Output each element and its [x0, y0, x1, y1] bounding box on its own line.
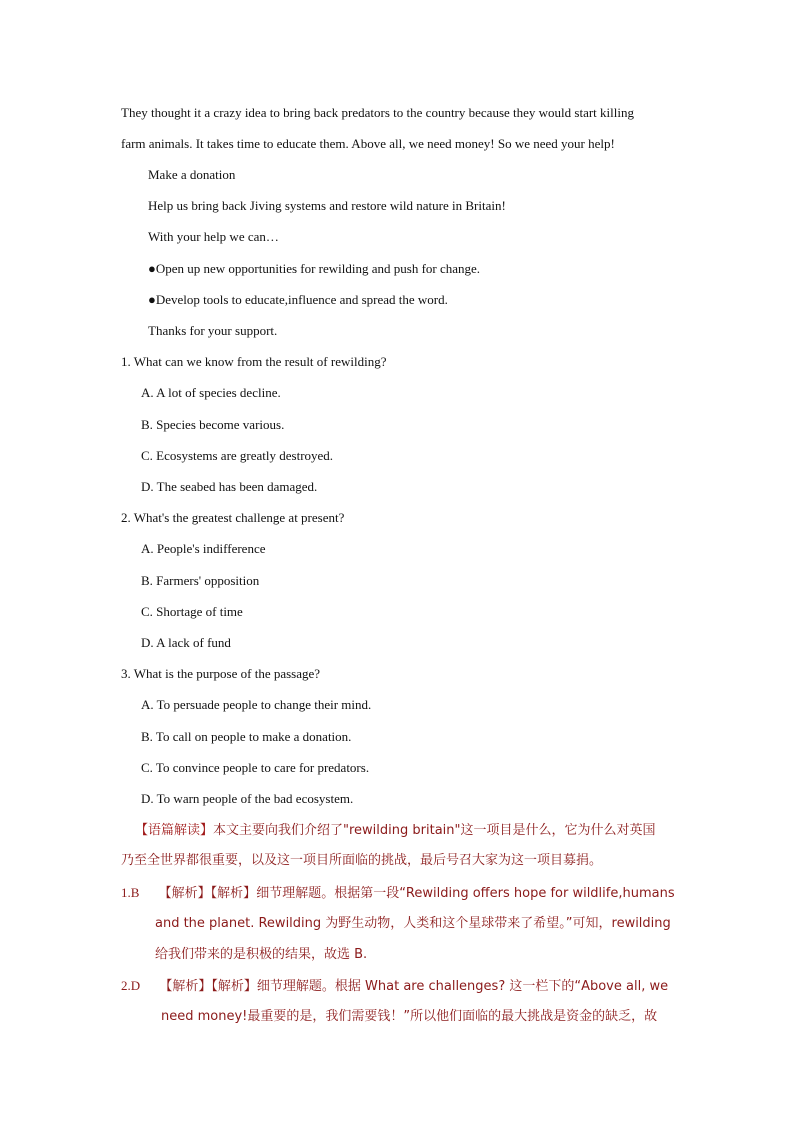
- donate-heading: Make a donation: [148, 167, 236, 182]
- answer-explanation-line: [121, 885, 675, 902]
- answer-option: A. A lot of species decline.: [141, 385, 281, 400]
- answer-option: D. To warn people of the bad ecosystem.: [141, 791, 354, 806]
- answer-option: A. To persuade people to change their mind.: [141, 697, 372, 712]
- explanation-text: 细节理解题。根据第一段“Rewilding offers hope for wildlife,humans: [256, 886, 675, 901]
- analysis-tag: 【解析】【解析】: [158, 886, 257, 901]
- overview-text: 本文主要向我们介绍了"rewilding britain"这一项目是什么，它为什么对英国: [213, 823, 656, 838]
- thanks-line: Thanks for your support.: [148, 323, 278, 338]
- explanation-text: and the planet. Rewilding 为野生动物，人类和这个星球带来了希望。”可知，rewilding: [155, 916, 671, 931]
- donate-line: Help us bring back Jiving systems and restore wild nature in Britain!: [148, 198, 506, 213]
- question-stem: 3. What is the purpose of the passage?: [121, 666, 321, 681]
- answer-explanation-line: [121, 978, 668, 995]
- bullet-item: ●Open up new opportunities for rewilding and push for change.: [148, 261, 481, 276]
- answer-number: 2.D: [121, 978, 141, 993]
- answer-option: A. People's indifference: [141, 541, 266, 556]
- explanation-text: 细节理解题。根据 What are challenges? 这一栏下的“Above all, we: [256, 979, 669, 994]
- question-stem: 2. What's the greatest challenge at present?: [121, 510, 345, 525]
- analysis-tag: 【解析】【解析】: [159, 979, 257, 994]
- explanation-text: 给我们带来的是积极的结果，故选 B.: [155, 947, 368, 962]
- answer-option: D. A lack of fund: [141, 635, 231, 650]
- passage-line: They thought it a crazy idea to bring back predators to the country because they would start killing: [121, 105, 634, 120]
- answer-option: D. The seabed has been damaged.: [141, 479, 318, 494]
- answer-option: C. Shortage of time: [141, 604, 243, 619]
- answer-option: B. Farmers' opposition: [141, 573, 260, 588]
- answer-option: B. Species become various.: [141, 417, 285, 432]
- overview-tag: 【语篇解读】: [135, 823, 214, 838]
- explanation-text: need money!最重要的是，我们需要钱！”所以他们面临的最大挑战是资金的缺乏，故: [161, 1009, 658, 1024]
- answer-option: C. Ecosystems are greatly destroyed.: [141, 448, 334, 463]
- passage-line: farm animals. It takes time to educate them. Above all, we need money! So we need your help!: [121, 136, 615, 151]
- answer-number: 1.B: [121, 885, 140, 900]
- with-help-line: With your help we can…: [148, 229, 279, 244]
- overview-line: 乃至全世界都很重要，以及这一项目所面临的挑战，最后号召大家为这一项目募捐。: [121, 853, 603, 868]
- question-stem: 1. What can we know from the result of rewilding?: [121, 354, 387, 369]
- answer-option: C. To convince people to care for predators.: [141, 760, 370, 775]
- bullet-item: ●Develop tools to educate,influence and spread the word.: [148, 292, 448, 307]
- overview-line: [135, 822, 656, 839]
- answer-option: B. To call on people to make a donation.: [141, 729, 352, 744]
